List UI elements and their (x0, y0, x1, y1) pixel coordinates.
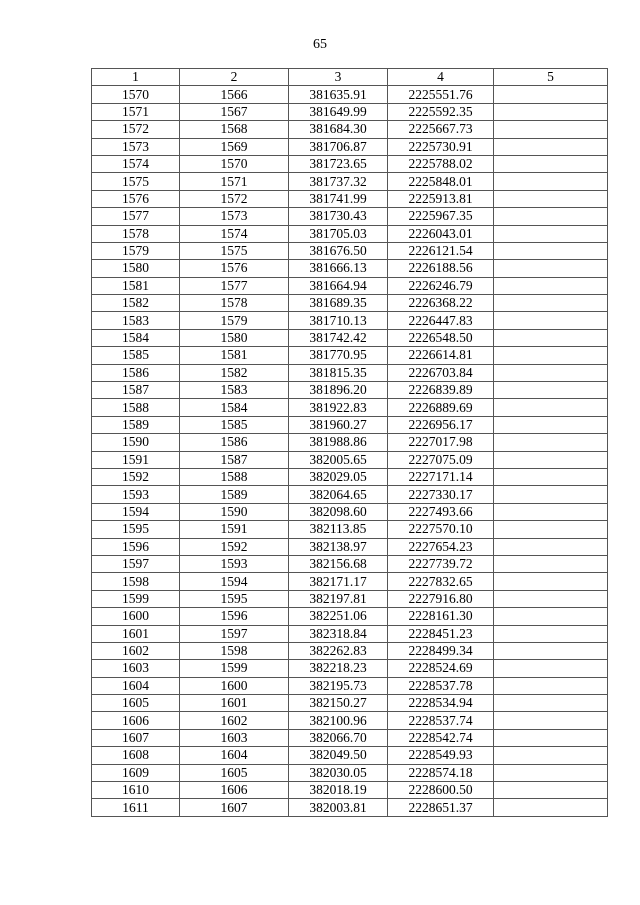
ref-number-cell: 1575 (180, 242, 289, 259)
point-number-cell: 1589 (92, 416, 180, 433)
point-number-cell: 1571 (92, 103, 180, 120)
x-coordinate-cell: 382156.68 (289, 555, 388, 572)
x-coordinate-cell: 382218.23 (289, 660, 388, 677)
note-cell (494, 573, 608, 590)
x-coordinate-cell: 381960.27 (289, 416, 388, 433)
ref-number-cell: 1569 (180, 138, 289, 155)
y-coordinate-cell: 2226447.83 (388, 312, 494, 329)
x-coordinate-cell: 382003.81 (289, 799, 388, 816)
y-coordinate-cell: 2226188.56 (388, 260, 494, 277)
table-row (92, 695, 608, 712)
column-header-5: 5 (494, 69, 608, 86)
y-coordinate-cell: 2225913.81 (388, 190, 494, 207)
x-coordinate-cell: 382100.96 (289, 712, 388, 729)
table-row (92, 86, 608, 103)
ref-number-cell: 1581 (180, 347, 289, 364)
column-header-3: 3 (289, 69, 388, 86)
point-number-cell: 1590 (92, 434, 180, 451)
note-cell (494, 608, 608, 625)
note-cell (494, 677, 608, 694)
y-coordinate-cell: 2227916.80 (388, 590, 494, 607)
table-header (92, 69, 608, 86)
table-row (92, 364, 608, 381)
table-row (92, 625, 608, 642)
ref-number-cell: 1585 (180, 416, 289, 433)
column-header-4: 4 (388, 69, 494, 86)
point-number-cell: 1578 (92, 225, 180, 242)
x-coordinate-cell: 381730.43 (289, 208, 388, 225)
point-number-cell: 1609 (92, 764, 180, 781)
point-number-cell: 1601 (92, 625, 180, 642)
table-row (92, 347, 608, 364)
y-coordinate-cell: 2225967.35 (388, 208, 494, 225)
point-number-cell: 1598 (92, 573, 180, 590)
note-cell (494, 712, 608, 729)
x-coordinate-cell: 382197.81 (289, 590, 388, 607)
ref-number-cell: 1598 (180, 642, 289, 659)
x-coordinate-cell: 381737.32 (289, 173, 388, 190)
note-cell (494, 764, 608, 781)
note-cell (494, 416, 608, 433)
x-coordinate-cell: 381988.86 (289, 434, 388, 451)
ref-number-cell: 1566 (180, 86, 289, 103)
note-cell (494, 190, 608, 207)
y-coordinate-cell: 2227171.14 (388, 468, 494, 485)
table-row (92, 260, 608, 277)
column-header-2: 2 (180, 69, 289, 86)
ref-number-cell: 1578 (180, 295, 289, 312)
x-coordinate-cell: 381706.87 (289, 138, 388, 155)
y-coordinate-cell: 2228537.74 (388, 712, 494, 729)
y-coordinate-cell: 2227739.72 (388, 555, 494, 572)
table-row (92, 712, 608, 729)
x-coordinate-cell: 381710.13 (289, 312, 388, 329)
header-row (92, 69, 608, 86)
note-cell (494, 295, 608, 312)
point-number-cell: 1574 (92, 155, 180, 172)
note-cell (494, 538, 608, 555)
point-number-cell: 1597 (92, 555, 180, 572)
note-cell (494, 86, 608, 103)
point-number-cell: 1577 (92, 208, 180, 225)
y-coordinate-cell: 2228651.37 (388, 799, 494, 816)
ref-number-cell: 1576 (180, 260, 289, 277)
note-cell (494, 399, 608, 416)
point-number-cell: 1586 (92, 364, 180, 381)
ref-number-cell: 1601 (180, 695, 289, 712)
column-header-1: 1 (92, 69, 180, 86)
point-number-cell: 1576 (92, 190, 180, 207)
table-row (92, 434, 608, 451)
ref-number-cell: 1593 (180, 555, 289, 572)
ref-number-cell: 1599 (180, 660, 289, 677)
x-coordinate-cell: 382171.17 (289, 573, 388, 590)
note-cell (494, 468, 608, 485)
ref-number-cell: 1605 (180, 764, 289, 781)
note-cell (494, 138, 608, 155)
table-row (92, 121, 608, 138)
x-coordinate-cell: 382030.05 (289, 764, 388, 781)
y-coordinate-cell: 2227493.66 (388, 503, 494, 520)
x-coordinate-cell: 382018.19 (289, 782, 388, 799)
table-row (92, 747, 608, 764)
point-number-cell: 1584 (92, 329, 180, 346)
x-coordinate-cell: 382318.84 (289, 625, 388, 642)
table-row (92, 486, 608, 503)
table-row (92, 173, 608, 190)
note-cell (494, 503, 608, 520)
table-row (92, 468, 608, 485)
point-number-cell: 1591 (92, 451, 180, 468)
point-number-cell: 1611 (92, 799, 180, 816)
ref-number-cell: 1568 (180, 121, 289, 138)
y-coordinate-cell: 2227075.09 (388, 451, 494, 468)
y-coordinate-cell: 2228534.94 (388, 695, 494, 712)
table-row (92, 399, 608, 416)
x-coordinate-cell: 382066.70 (289, 729, 388, 746)
y-coordinate-cell: 2225551.76 (388, 86, 494, 103)
y-coordinate-cell: 2228574.18 (388, 764, 494, 781)
y-coordinate-cell: 2228499.34 (388, 642, 494, 659)
note-cell (494, 451, 608, 468)
page-number: 65 (313, 37, 327, 52)
table-row (92, 208, 608, 225)
table-row (92, 225, 608, 242)
ref-number-cell: 1574 (180, 225, 289, 242)
table-row (92, 521, 608, 538)
point-number-cell: 1604 (92, 677, 180, 694)
ref-number-cell: 1590 (180, 503, 289, 520)
table-row (92, 155, 608, 172)
table-row (92, 799, 608, 816)
point-number-cell: 1585 (92, 347, 180, 364)
x-coordinate-cell: 381676.50 (289, 242, 388, 259)
note-cell (494, 277, 608, 294)
note-cell (494, 347, 608, 364)
y-coordinate-cell: 2226043.01 (388, 225, 494, 242)
point-number-cell: 1579 (92, 242, 180, 259)
point-number-cell: 1608 (92, 747, 180, 764)
note-cell (494, 625, 608, 642)
point-number-cell: 1580 (92, 260, 180, 277)
table-row (92, 503, 608, 520)
ref-number-cell: 1572 (180, 190, 289, 207)
y-coordinate-cell: 2226839.89 (388, 382, 494, 399)
note-cell (494, 486, 608, 503)
table-row (92, 608, 608, 625)
note-cell (494, 208, 608, 225)
table-row (92, 242, 608, 259)
y-coordinate-cell: 2228542.74 (388, 729, 494, 746)
ref-number-cell: 1591 (180, 521, 289, 538)
note-cell (494, 660, 608, 677)
point-number-cell: 1594 (92, 503, 180, 520)
point-number-cell: 1592 (92, 468, 180, 485)
x-coordinate-cell: 381705.03 (289, 225, 388, 242)
x-coordinate-cell: 382098.60 (289, 503, 388, 520)
ref-number-cell: 1597 (180, 625, 289, 642)
point-number-cell: 1581 (92, 277, 180, 294)
x-coordinate-cell: 381815.35 (289, 364, 388, 381)
point-number-cell: 1570 (92, 86, 180, 103)
y-coordinate-cell: 2228549.93 (388, 747, 494, 764)
ref-number-cell: 1580 (180, 329, 289, 346)
table-row (92, 729, 608, 746)
x-coordinate-cell: 381770.95 (289, 347, 388, 364)
ref-number-cell: 1589 (180, 486, 289, 503)
table-row (92, 573, 608, 590)
table-row (92, 190, 608, 207)
x-coordinate-cell: 382064.65 (289, 486, 388, 503)
point-number-cell: 1610 (92, 782, 180, 799)
note-cell (494, 173, 608, 190)
x-coordinate-cell: 381742.42 (289, 329, 388, 346)
ref-number-cell: 1584 (180, 399, 289, 416)
y-coordinate-cell: 2226614.81 (388, 347, 494, 364)
y-coordinate-cell: 2228537.78 (388, 677, 494, 694)
table-row (92, 295, 608, 312)
note-cell (494, 103, 608, 120)
x-coordinate-cell: 382138.97 (289, 538, 388, 555)
point-number-cell: 1593 (92, 486, 180, 503)
x-coordinate-cell: 381896.20 (289, 382, 388, 399)
point-number-cell: 1603 (92, 660, 180, 677)
note-cell (494, 260, 608, 277)
y-coordinate-cell: 2225730.91 (388, 138, 494, 155)
note-cell (494, 782, 608, 799)
y-coordinate-cell: 2225848.01 (388, 173, 494, 190)
table-row (92, 660, 608, 677)
table-row (92, 277, 608, 294)
note-cell (494, 555, 608, 572)
note-cell (494, 225, 608, 242)
point-number-cell: 1602 (92, 642, 180, 659)
table-row (92, 382, 608, 399)
ref-number-cell: 1607 (180, 799, 289, 816)
y-coordinate-cell: 2227017.98 (388, 434, 494, 451)
ref-number-cell: 1579 (180, 312, 289, 329)
table-row (92, 764, 608, 781)
table-row (92, 782, 608, 799)
point-number-cell: 1605 (92, 695, 180, 712)
y-coordinate-cell: 2226121.54 (388, 242, 494, 259)
ref-number-cell: 1570 (180, 155, 289, 172)
note-cell (494, 521, 608, 538)
note-cell (494, 747, 608, 764)
x-coordinate-cell: 382005.65 (289, 451, 388, 468)
y-coordinate-cell: 2226889.69 (388, 399, 494, 416)
y-coordinate-cell: 2226703.84 (388, 364, 494, 381)
note-cell (494, 364, 608, 381)
table-row (92, 329, 608, 346)
table-row (92, 103, 608, 120)
table-row (92, 538, 608, 555)
x-coordinate-cell: 381741.99 (289, 190, 388, 207)
x-coordinate-cell: 381664.94 (289, 277, 388, 294)
x-coordinate-cell: 381666.13 (289, 260, 388, 277)
table-row (92, 451, 608, 468)
note-cell (494, 329, 608, 346)
point-number-cell: 1595 (92, 521, 180, 538)
note-cell (494, 799, 608, 816)
table-row (92, 312, 608, 329)
note-cell (494, 729, 608, 746)
note-cell (494, 382, 608, 399)
ref-number-cell: 1600 (180, 677, 289, 694)
ref-number-cell: 1586 (180, 434, 289, 451)
x-coordinate-cell: 381922.83 (289, 399, 388, 416)
note-cell (494, 642, 608, 659)
y-coordinate-cell: 2225788.02 (388, 155, 494, 172)
y-coordinate-cell: 2226956.17 (388, 416, 494, 433)
ref-number-cell: 1606 (180, 782, 289, 799)
ref-number-cell: 1573 (180, 208, 289, 225)
x-coordinate-cell: 381635.91 (289, 86, 388, 103)
x-coordinate-cell: 382150.27 (289, 695, 388, 712)
point-number-cell: 1572 (92, 121, 180, 138)
point-number-cell: 1588 (92, 399, 180, 416)
y-coordinate-cell: 2227330.17 (388, 486, 494, 503)
ref-number-cell: 1602 (180, 712, 289, 729)
y-coordinate-cell: 2226246.79 (388, 277, 494, 294)
x-coordinate-cell: 382262.83 (289, 642, 388, 659)
x-coordinate-cell: 381723.65 (289, 155, 388, 172)
point-number-cell: 1600 (92, 608, 180, 625)
ref-number-cell: 1592 (180, 538, 289, 555)
table-row (92, 416, 608, 433)
table-row (92, 555, 608, 572)
point-number-cell: 1583 (92, 312, 180, 329)
note-cell (494, 155, 608, 172)
y-coordinate-cell: 2228161.30 (388, 608, 494, 625)
ref-number-cell: 1587 (180, 451, 289, 468)
point-number-cell: 1573 (92, 138, 180, 155)
point-number-cell: 1607 (92, 729, 180, 746)
ref-number-cell: 1595 (180, 590, 289, 607)
y-coordinate-cell: 2226548.50 (388, 329, 494, 346)
y-coordinate-cell: 2228524.69 (388, 660, 494, 677)
ref-number-cell: 1567 (180, 103, 289, 120)
point-number-cell: 1582 (92, 295, 180, 312)
y-coordinate-cell: 2225667.73 (388, 121, 494, 138)
y-coordinate-cell: 2225592.35 (388, 103, 494, 120)
ref-number-cell: 1588 (180, 468, 289, 485)
x-coordinate-cell: 381649.99 (289, 103, 388, 120)
note-cell (494, 434, 608, 451)
note-cell (494, 312, 608, 329)
x-coordinate-cell: 382049.50 (289, 747, 388, 764)
y-coordinate-cell: 2227570.10 (388, 521, 494, 538)
x-coordinate-cell: 381684.30 (289, 121, 388, 138)
table-row (92, 677, 608, 694)
ref-number-cell: 1596 (180, 608, 289, 625)
table-row (92, 642, 608, 659)
y-coordinate-cell: 2227654.23 (388, 538, 494, 555)
y-coordinate-cell: 2228600.50 (388, 782, 494, 799)
y-coordinate-cell: 2227832.65 (388, 573, 494, 590)
ref-number-cell: 1604 (180, 747, 289, 764)
x-coordinate-cell: 381689.35 (289, 295, 388, 312)
x-coordinate-cell: 382029.05 (289, 468, 388, 485)
table-row (92, 138, 608, 155)
x-coordinate-cell: 382195.73 (289, 677, 388, 694)
point-number-cell: 1587 (92, 382, 180, 399)
x-coordinate-cell: 382113.85 (289, 521, 388, 538)
y-coordinate-cell: 2226368.22 (388, 295, 494, 312)
point-number-cell: 1599 (92, 590, 180, 607)
coordinates-table (91, 68, 608, 817)
note-cell (494, 695, 608, 712)
table-body (92, 86, 608, 816)
ref-number-cell: 1594 (180, 573, 289, 590)
ref-number-cell: 1582 (180, 364, 289, 381)
ref-number-cell: 1571 (180, 173, 289, 190)
note-cell (494, 242, 608, 259)
ref-number-cell: 1577 (180, 277, 289, 294)
note-cell (494, 121, 608, 138)
point-number-cell: 1596 (92, 538, 180, 555)
table-row (92, 590, 608, 607)
point-number-cell: 1606 (92, 712, 180, 729)
ref-number-cell: 1583 (180, 382, 289, 399)
point-number-cell: 1575 (92, 173, 180, 190)
y-coordinate-cell: 2228451.23 (388, 625, 494, 642)
note-cell (494, 590, 608, 607)
x-coordinate-cell: 382251.06 (289, 608, 388, 625)
ref-number-cell: 1603 (180, 729, 289, 746)
